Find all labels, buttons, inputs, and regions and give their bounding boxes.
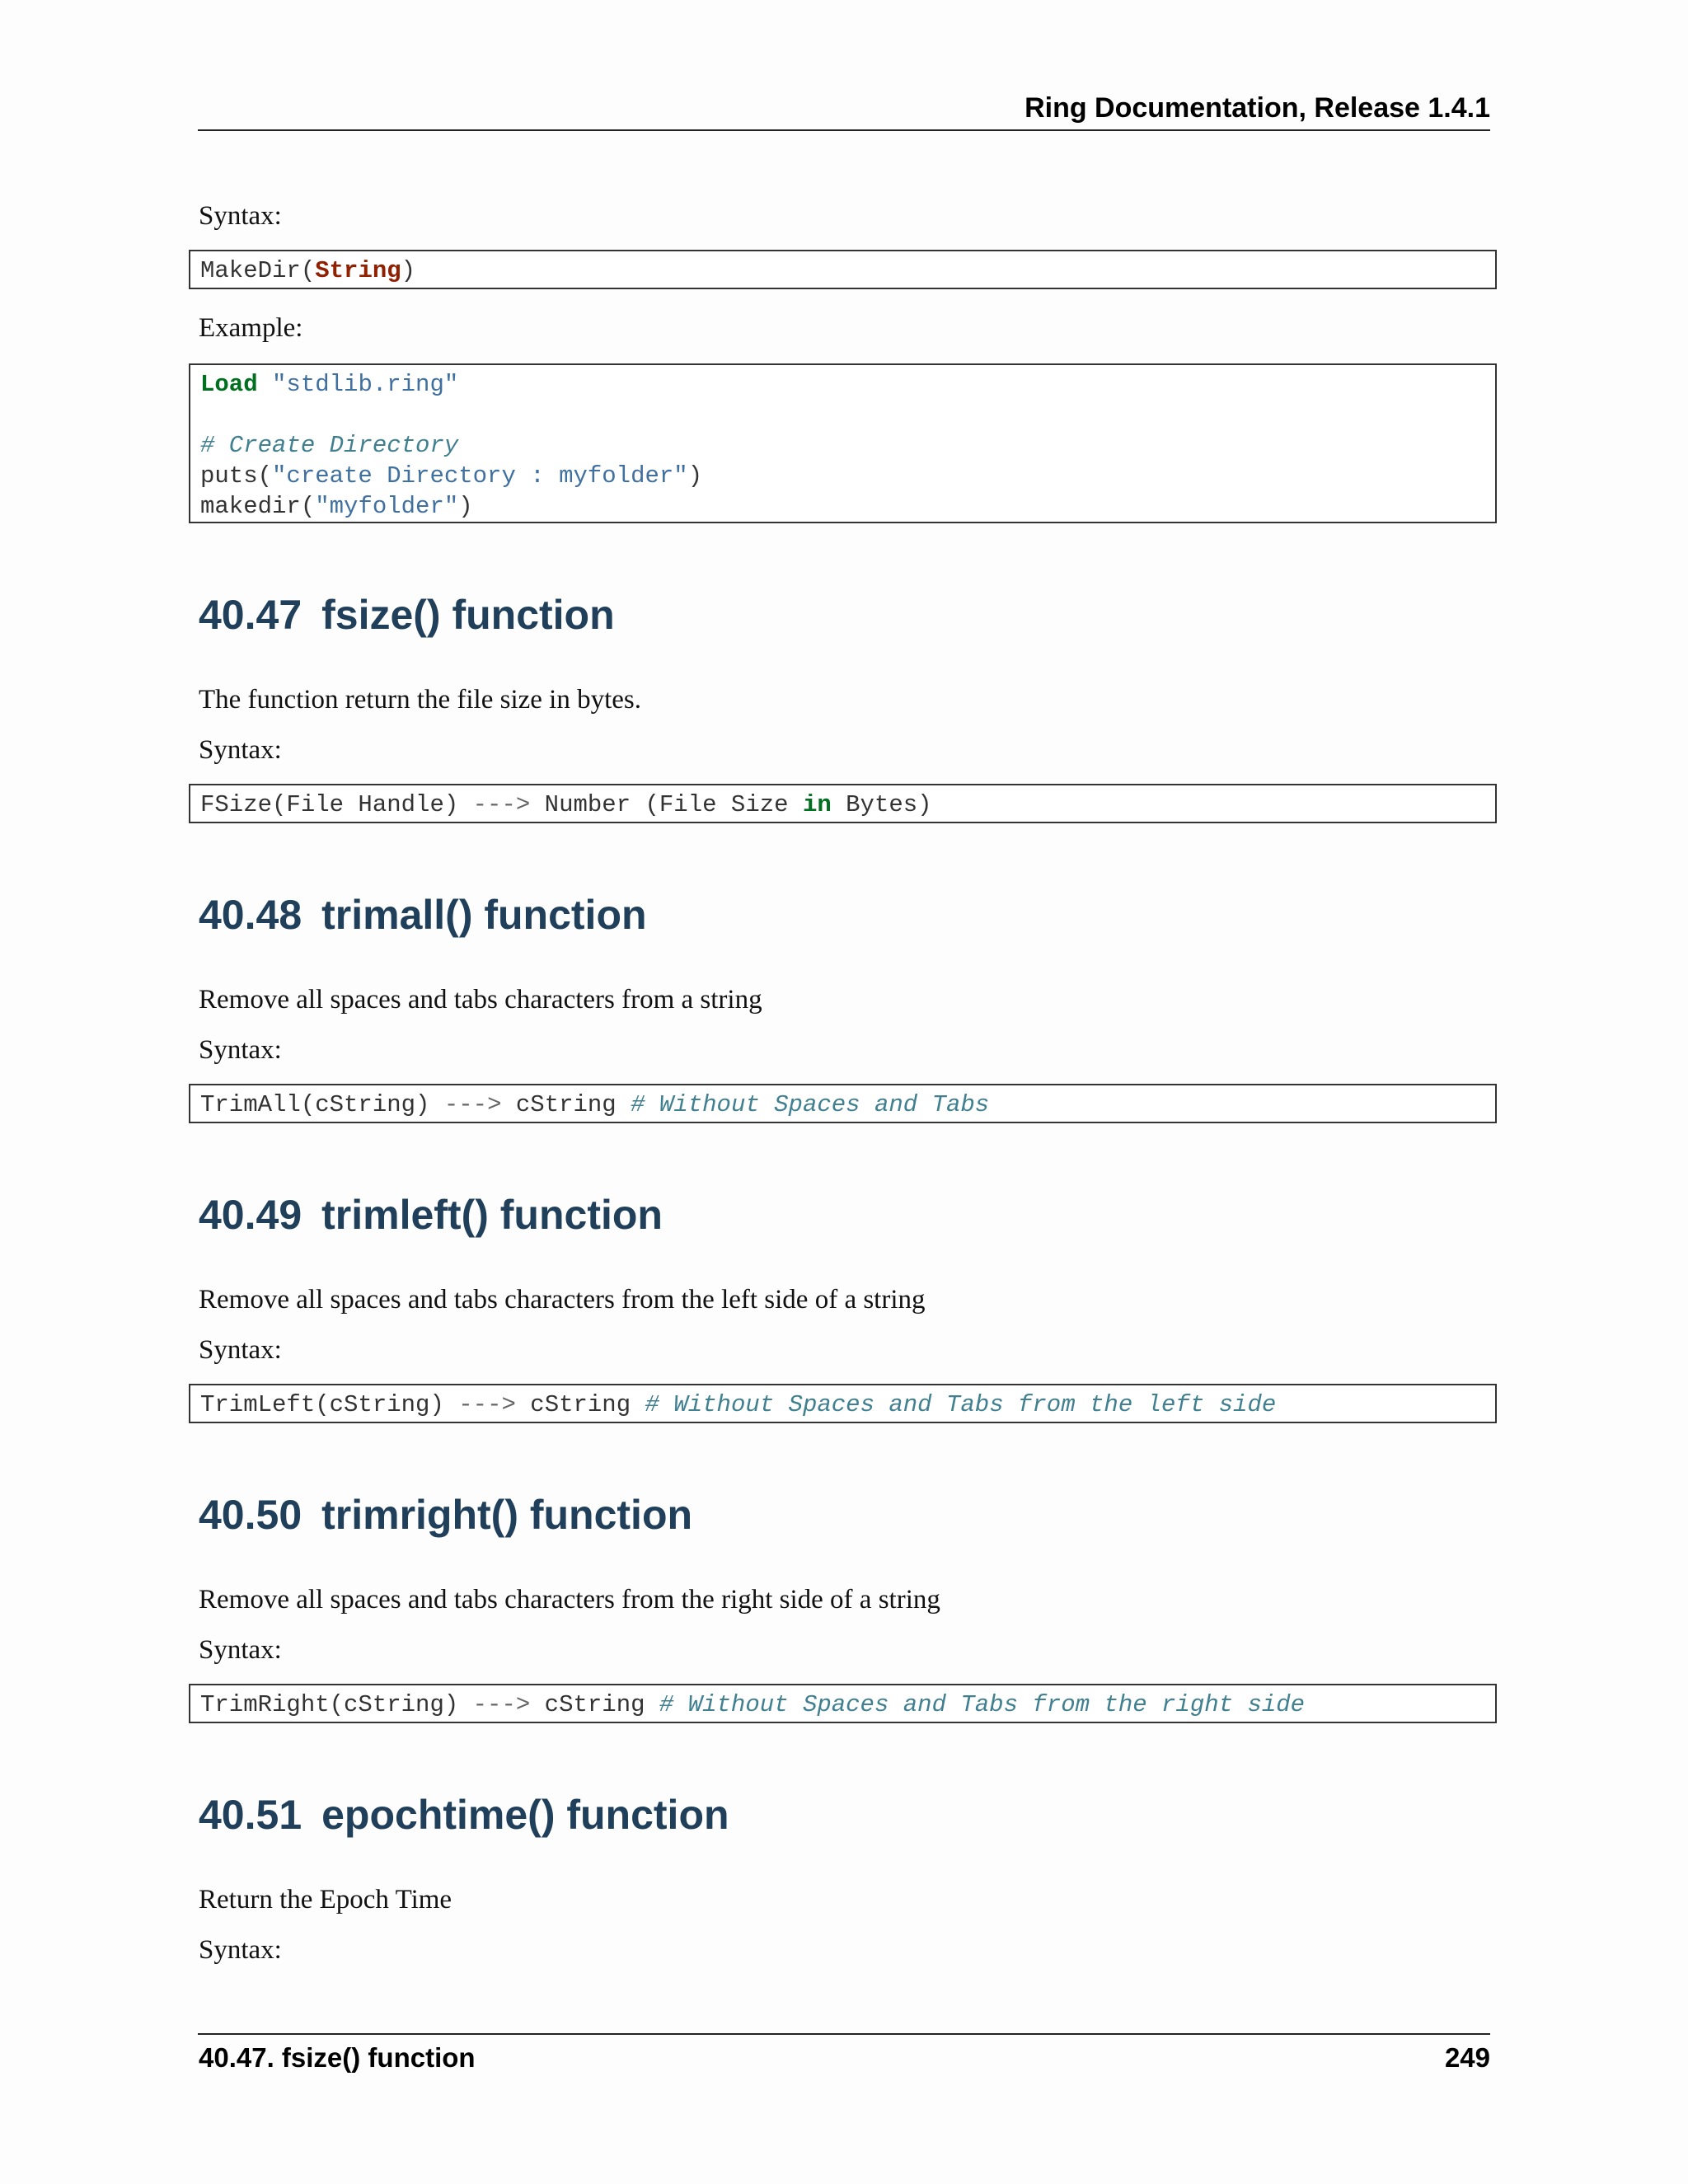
section-heading [199, 1491, 692, 1539]
code-line-blank [200, 400, 1485, 430]
code-text: ) [458, 493, 473, 520]
section-heading [199, 1191, 663, 1239]
section-heading [199, 891, 647, 939]
code-block [189, 1684, 1497, 1723]
code-block [189, 1084, 1497, 1123]
code-text: puts( [200, 462, 273, 490]
code-string: "stdlib.ring" [272, 371, 459, 398]
page-number: 249 [1444, 2042, 1490, 2073]
syntax-label: Syntax: [199, 1335, 282, 1365]
section-title: epochtime() function [321, 1792, 729, 1838]
section-number: 40.47 [199, 592, 302, 638]
code-text: MakeDir( [200, 257, 316, 284]
code-builtin: String [315, 257, 401, 284]
syntax-label: Syntax: [199, 201, 282, 231]
example-code-block [189, 363, 1497, 523]
code-text: ) [687, 462, 703, 490]
code-text: cString [515, 1391, 645, 1418]
code-block [189, 250, 1497, 289]
section-number: 40.48 [199, 892, 302, 938]
section-title: fsize() function [321, 592, 615, 638]
syntax-label: Syntax: [199, 735, 282, 765]
section-description: Remove all spaces and tabs characters from a string [199, 985, 762, 1015]
code-line [200, 430, 1485, 461]
footer-rule [198, 2033, 1490, 2035]
code-operator: ---> [472, 1691, 531, 1718]
code-operator: ---> [472, 791, 531, 818]
code-text: Number (File Size [530, 791, 803, 818]
code-text: TrimRight(cString) [200, 1691, 473, 1718]
code-comment: # Without Spaces and Tabs from the right side [659, 1691, 1306, 1718]
footer-section-title: 40.47. fsize() function [199, 2042, 476, 2073]
syntax-label: Syntax: [199, 1635, 282, 1665]
code-string: "create Directory : myfolder" [272, 462, 688, 490]
code-line [200, 491, 1485, 522]
section-title: trimright() function [321, 1492, 693, 1538]
code-keyword: Load [200, 371, 258, 398]
code-text: cString [501, 1091, 631, 1118]
code-text: ) [401, 257, 416, 284]
code-line [200, 369, 1485, 400]
running-header: Ring Documentation, Release 1.4.1 [1025, 92, 1490, 124]
syntax-label: Syntax: [199, 1935, 282, 1965]
example-label: Example: [199, 313, 303, 343]
section-description: Remove all spaces and tabs characters from the right side of a string [199, 1585, 940, 1615]
code-block [189, 1384, 1497, 1423]
code-comment: # Create Directory [200, 432, 459, 459]
code-operator: ---> [458, 1391, 516, 1418]
code-text: TrimLeft(cString) [200, 1391, 459, 1418]
code-block [189, 784, 1497, 823]
section-description: The function return the file size in bytes. [199, 685, 641, 715]
code-text: FSize(File Handle) [200, 791, 473, 818]
code-comment: # Without Spaces and Tabs from the left side [645, 1391, 1277, 1418]
syntax-label: Syntax: [199, 1035, 282, 1065]
header-rule [198, 129, 1490, 131]
code-text: makedir( [200, 493, 316, 520]
code-operator: ---> [443, 1091, 502, 1118]
section-number: 40.49 [199, 1192, 302, 1238]
section-heading [199, 1791, 729, 1839]
section-title: trimleft() function [321, 1192, 663, 1238]
section-title: trimall() function [321, 892, 647, 938]
code-text: cString [530, 1691, 659, 1718]
code-comment: # Without Spaces and Tabs [631, 1091, 990, 1118]
code-text: TrimAll(cString) [200, 1091, 444, 1118]
section-number: 40.51 [199, 1792, 302, 1838]
code-text: Bytes) [831, 791, 932, 818]
code-keyword: in [802, 791, 832, 818]
section-number: 40.50 [199, 1492, 302, 1538]
section-heading [199, 591, 615, 639]
code-string: "myfolder" [315, 493, 459, 520]
section-description: Remove all spaces and tabs characters from the left side of a string [199, 1285, 926, 1315]
code-line [200, 461, 1485, 491]
section-description: Return the Epoch Time [199, 1885, 452, 1915]
